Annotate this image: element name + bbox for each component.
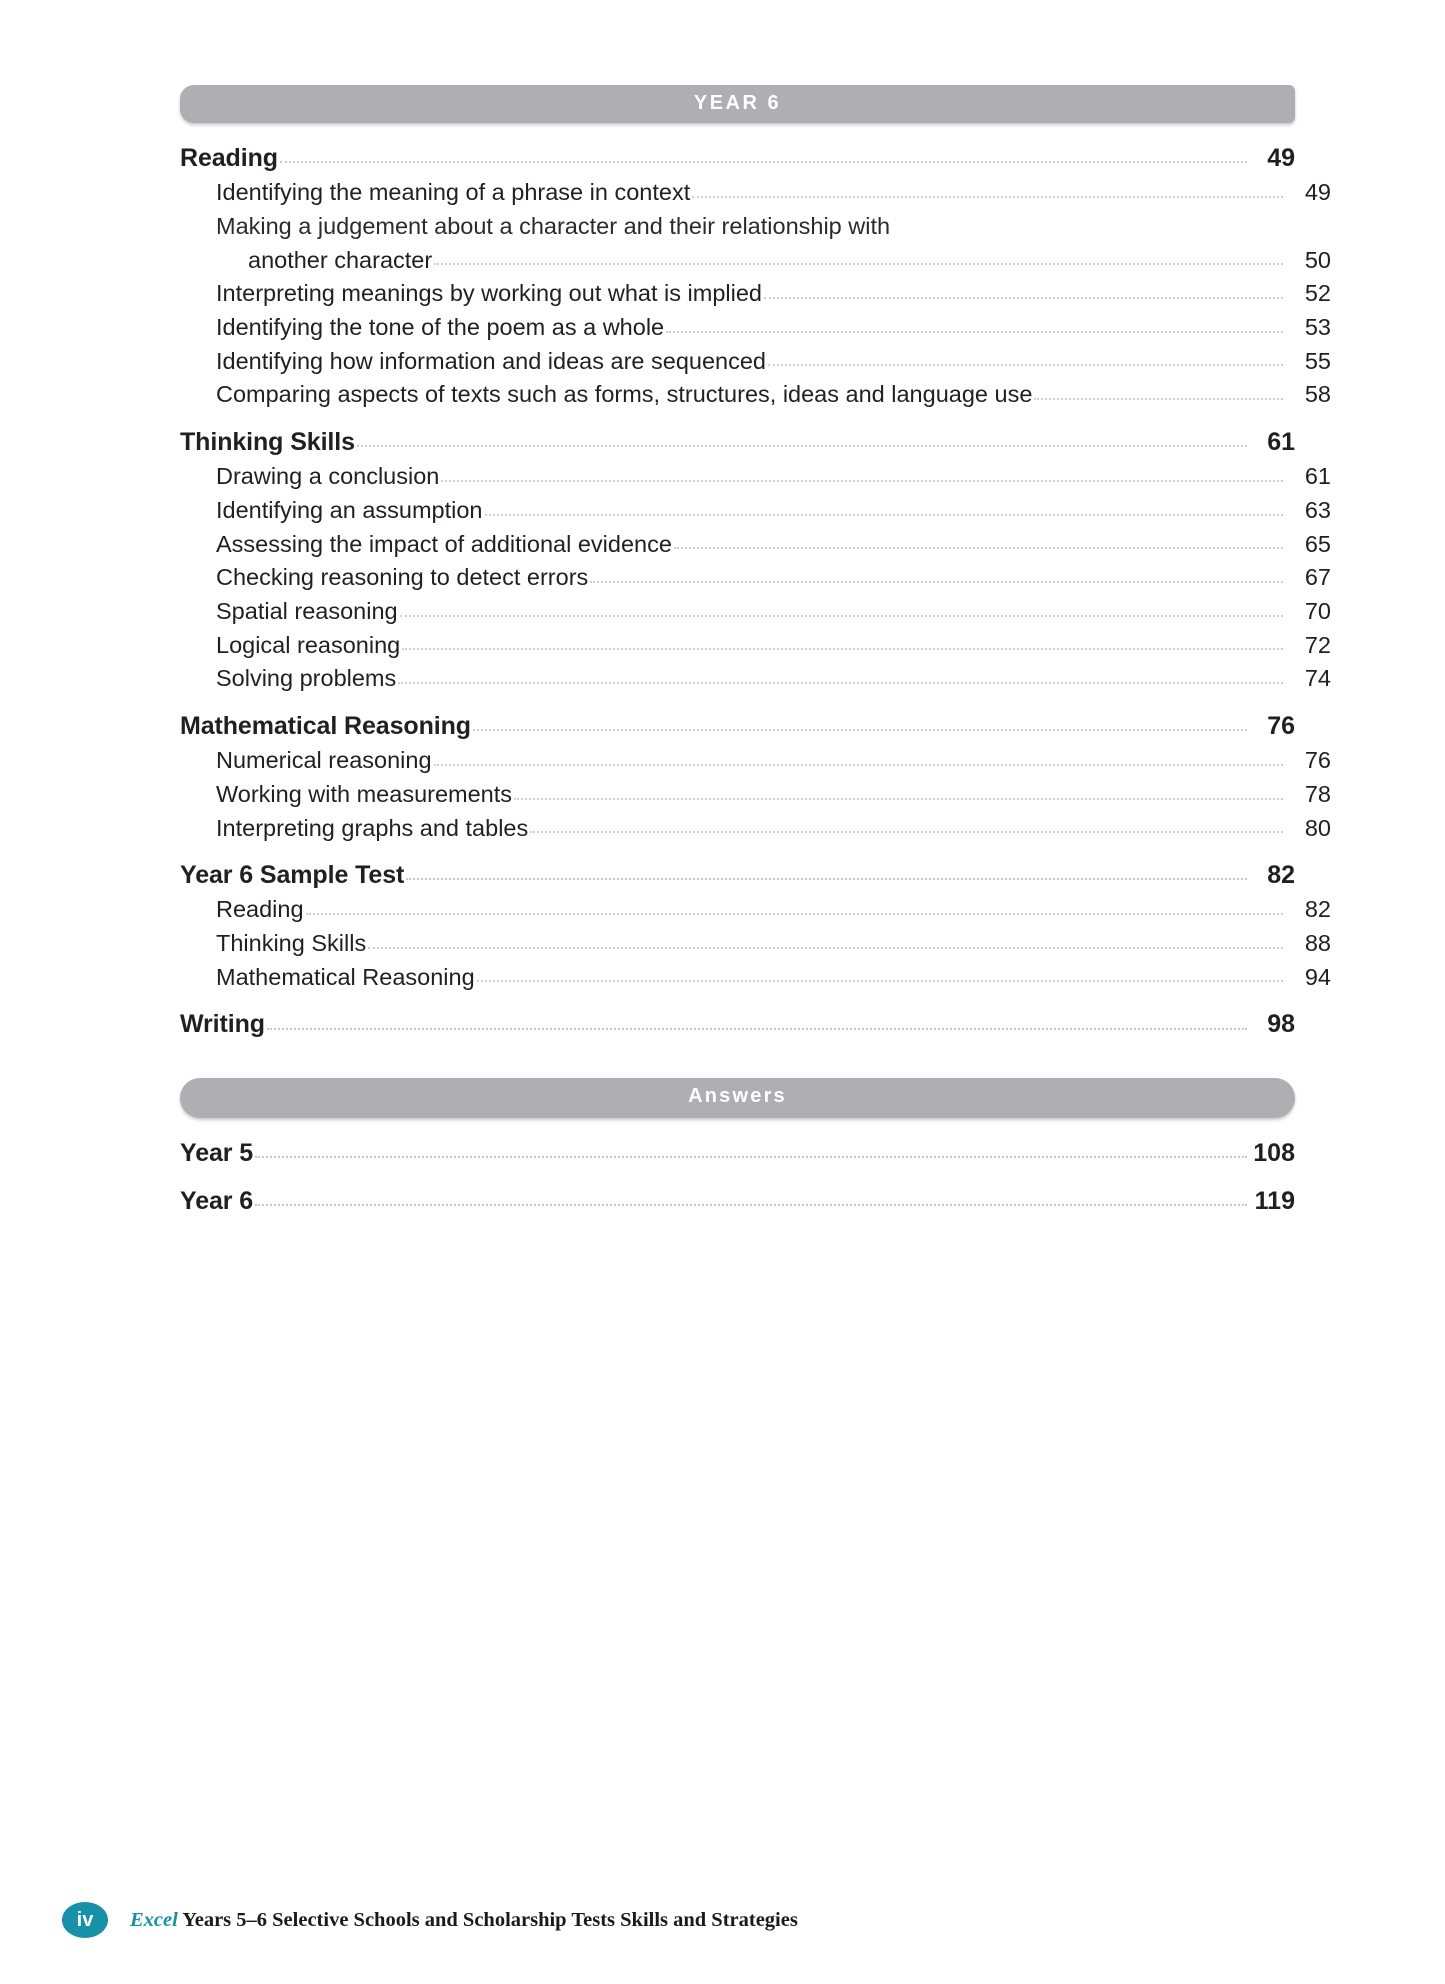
dot-leader xyxy=(530,830,1283,833)
toc-entry-reading-2[interactable] xyxy=(180,214,1331,272)
toc-content xyxy=(180,85,1331,1215)
toc-entry-reading-4-label: Identifying the tone of the poem as a whole xyxy=(216,313,665,340)
dot-leader xyxy=(306,912,1283,915)
section-banner-year-6-label: YEAR 6 xyxy=(693,91,782,114)
toc-entry-mathematical-reasoning-3[interactable] xyxy=(180,816,1331,841)
section-banner-answers-label: Answers xyxy=(688,1085,787,1108)
toc-entry-mathematical-reasoning-3-page-number: 80 xyxy=(1304,814,1331,841)
dot-leader xyxy=(674,546,1283,549)
toc-entry-reading-1-page-number: 49 xyxy=(1304,179,1331,206)
toc-section-year-6-sample-test[interactable] xyxy=(180,862,1295,888)
dot-leader xyxy=(434,262,1283,265)
toc-entry-reading-5-page-number: 55 xyxy=(1304,347,1331,374)
section-banner-year-6 xyxy=(180,85,1295,123)
toc-section-thinking-skills-page-number: 61 xyxy=(1267,427,1295,456)
dot-leader xyxy=(255,1155,1247,1158)
toc-section-reading-label: Reading xyxy=(180,144,278,172)
toc-entry-thinking-skills-4-page-number: 67 xyxy=(1304,564,1331,591)
toc-entry-reading-2-label: Making a judgement about a character and their relationship with xyxy=(216,212,891,239)
dot-leader xyxy=(768,363,1283,366)
toc-entry-year-6-sample-test-3-page-number: 94 xyxy=(1304,963,1331,990)
toc-entry-year-6-sample-test-1[interactable] xyxy=(180,897,1331,922)
toc-entry-thinking-skills-4[interactable] xyxy=(180,565,1331,590)
toc-entry-reading-5[interactable] xyxy=(180,349,1331,374)
toc-entry-thinking-skills-3[interactable] xyxy=(180,532,1331,557)
page-footer xyxy=(62,1902,798,1938)
answers-entry-year-6[interactable] xyxy=(180,1188,1295,1214)
toc-entry-thinking-skills-3-page-number: 65 xyxy=(1304,530,1331,557)
toc-section-year-6-sample-test-page-number: 82 xyxy=(1267,861,1295,890)
toc-entry-thinking-skills-1-label: Drawing a conclusion xyxy=(216,463,440,490)
footer-title-text: Years 5–6 Selective Schools and Scholarship Tests Skills and Strategies xyxy=(177,1908,798,1931)
dot-leader xyxy=(764,296,1283,299)
section-banner-answers xyxy=(180,1078,1295,1118)
toc-section-reading[interactable] xyxy=(180,145,1295,171)
answers-list xyxy=(180,1140,1295,1215)
dot-leader xyxy=(692,195,1283,198)
toc-section-mathematical-reasoning-label: Mathematical Reasoning xyxy=(180,711,471,740)
toc-entry-mathematical-reasoning-1-page-number: 76 xyxy=(1304,747,1331,774)
toc-entry-mathematical-reasoning-2-label: Working with measurements xyxy=(216,780,513,807)
toc-entry-mathematical-reasoning-1[interactable] xyxy=(180,748,1331,773)
toc-entry-reading-1[interactable] xyxy=(180,180,1331,205)
toc-entry-reading-6[interactable] xyxy=(180,382,1331,407)
toc-entry-thinking-skills-7-label: Solving problems xyxy=(216,665,397,692)
answers-entry-year-6-label: Year 6 xyxy=(180,1186,254,1215)
toc-entry-mathematical-reasoning-3-label: Interpreting graphs and tables xyxy=(216,814,529,841)
dot-leader xyxy=(398,681,1283,684)
answers-entry-year-6-page-number: 119 xyxy=(1254,1186,1295,1215)
toc-entry-thinking-skills-5[interactable] xyxy=(180,599,1331,624)
toc-entry-thinking-skills-6-label: Logical reasoning xyxy=(216,631,401,658)
toc-section-year-6-sample-test-label: Year 6 Sample Test xyxy=(180,861,405,890)
toc-section-writing[interactable] xyxy=(180,1011,1295,1037)
answers-banner-wrapper xyxy=(180,1078,1295,1118)
toc-section-mathematical-reasoning[interactable] xyxy=(180,713,1295,739)
toc-entry-reading-4-page-number: 53 xyxy=(1304,313,1331,340)
toc-entry-reading-2-label-line2: another character xyxy=(248,246,433,273)
dot-leader xyxy=(514,797,1283,800)
dot-leader xyxy=(267,1027,1247,1030)
toc-section-thinking-skills-label: Thinking Skills xyxy=(180,427,355,456)
toc-entry-mathematical-reasoning-2[interactable] xyxy=(180,782,1331,807)
toc-entry-mathematical-reasoning-2-page-number: 78 xyxy=(1304,780,1331,807)
toc-entry-reading-1-label: Identifying the meaning of a phrase in context xyxy=(216,179,691,206)
page-folio-number: iv xyxy=(62,1902,108,1938)
toc-entry-reading-3-label: Interpreting meanings by working out what is implied xyxy=(216,280,762,307)
toc-entry-mathematical-reasoning-1-label: Numerical reasoning xyxy=(216,747,432,774)
toc-section-thinking-skills[interactable] xyxy=(180,429,1295,455)
toc-entry-thinking-skills-2-page-number: 63 xyxy=(1304,496,1331,523)
toc-section-mathematical-reasoning-page-number: 76 xyxy=(1267,711,1295,740)
toc-entry-year-6-sample-test-1-label: Reading xyxy=(216,896,304,923)
toc-section-writing-page-number: 98 xyxy=(1267,1010,1295,1039)
toc-entry-reading-5-label: Identifying how information and ideas are sequenced xyxy=(216,347,767,374)
footer-title xyxy=(130,1909,798,1932)
toc-entry-year-6-sample-test-3[interactable] xyxy=(180,965,1331,990)
toc-entry-thinking-skills-4-label: Checking reasoning to detect errors xyxy=(216,564,589,591)
footer-brand-excel: Excel xyxy=(130,1908,178,1931)
toc-section-writing-label: Writing xyxy=(180,1010,265,1039)
dot-leader xyxy=(400,614,1283,617)
toc-entry-thinking-skills-5-page-number: 70 xyxy=(1304,597,1331,624)
toc-entry-thinking-skills-1[interactable] xyxy=(180,464,1331,489)
toc-section-reading-page-number: 49 xyxy=(1267,144,1295,172)
toc-entry-reading-6-page-number: 58 xyxy=(1304,381,1331,408)
dot-leader xyxy=(477,979,1283,982)
toc-entry-reading-2-continuation xyxy=(216,248,1331,273)
toc-section-list xyxy=(180,144,1331,1039)
toc-entry-thinking-skills-5-label: Spatial reasoning xyxy=(216,597,398,624)
toc-entry-year-6-sample-test-1-page-number: 82 xyxy=(1304,896,1331,923)
dot-leader xyxy=(590,580,1283,583)
dot-leader xyxy=(255,1203,1247,1206)
dot-leader xyxy=(280,160,1247,163)
dot-leader xyxy=(441,479,1283,482)
answers-entry-year-5-label: Year 5 xyxy=(180,1138,254,1167)
toc-entry-thinking-skills-6-page-number: 72 xyxy=(1304,631,1331,658)
dot-leader xyxy=(368,946,1283,949)
toc-entry-year-6-sample-test-3-label: Mathematical Reasoning xyxy=(216,963,475,990)
answers-entry-year-5-page-number: 108 xyxy=(1253,1138,1295,1167)
toc-entry-reading-2-page-number: 50 xyxy=(1304,246,1331,273)
toc-entry-reading-3-page-number: 52 xyxy=(1304,280,1331,307)
dot-leader xyxy=(406,877,1247,880)
dot-leader xyxy=(1034,397,1283,400)
toc-entry-year-6-sample-test-2-page-number: 88 xyxy=(1304,930,1331,957)
toc-entry-thinking-skills-7[interactable] xyxy=(180,666,1331,691)
toc-entry-thinking-skills-7-page-number: 74 xyxy=(1304,665,1331,692)
toc-entry-thinking-skills-1-page-number: 61 xyxy=(1304,463,1331,490)
toc-entry-thinking-skills-2-label: Identifying an assumption xyxy=(216,496,483,523)
dot-leader xyxy=(473,728,1247,731)
dot-leader xyxy=(357,444,1247,447)
toc-entry-reading-6-label: Comparing aspects of texts such as forms, structures, ideas and language use xyxy=(216,381,1033,408)
toc-entry-reading-3[interactable] xyxy=(180,281,1331,306)
toc-entry-thinking-skills-2[interactable] xyxy=(180,498,1331,523)
dot-leader xyxy=(666,330,1283,333)
dot-leader xyxy=(434,763,1283,766)
toc-entry-year-6-sample-test-2[interactable] xyxy=(180,931,1331,956)
answers-entry-year-5[interactable] xyxy=(180,1140,1295,1166)
toc-entry-reading-4[interactable] xyxy=(180,315,1331,340)
dot-leader xyxy=(485,513,1284,516)
toc-entry-thinking-skills-3-label: Assessing the impact of additional evidence xyxy=(216,530,672,557)
dot-leader xyxy=(402,647,1283,650)
toc-entry-thinking-skills-6[interactable] xyxy=(180,633,1331,658)
toc-entry-year-6-sample-test-2-label: Thinking Skills xyxy=(216,930,367,957)
